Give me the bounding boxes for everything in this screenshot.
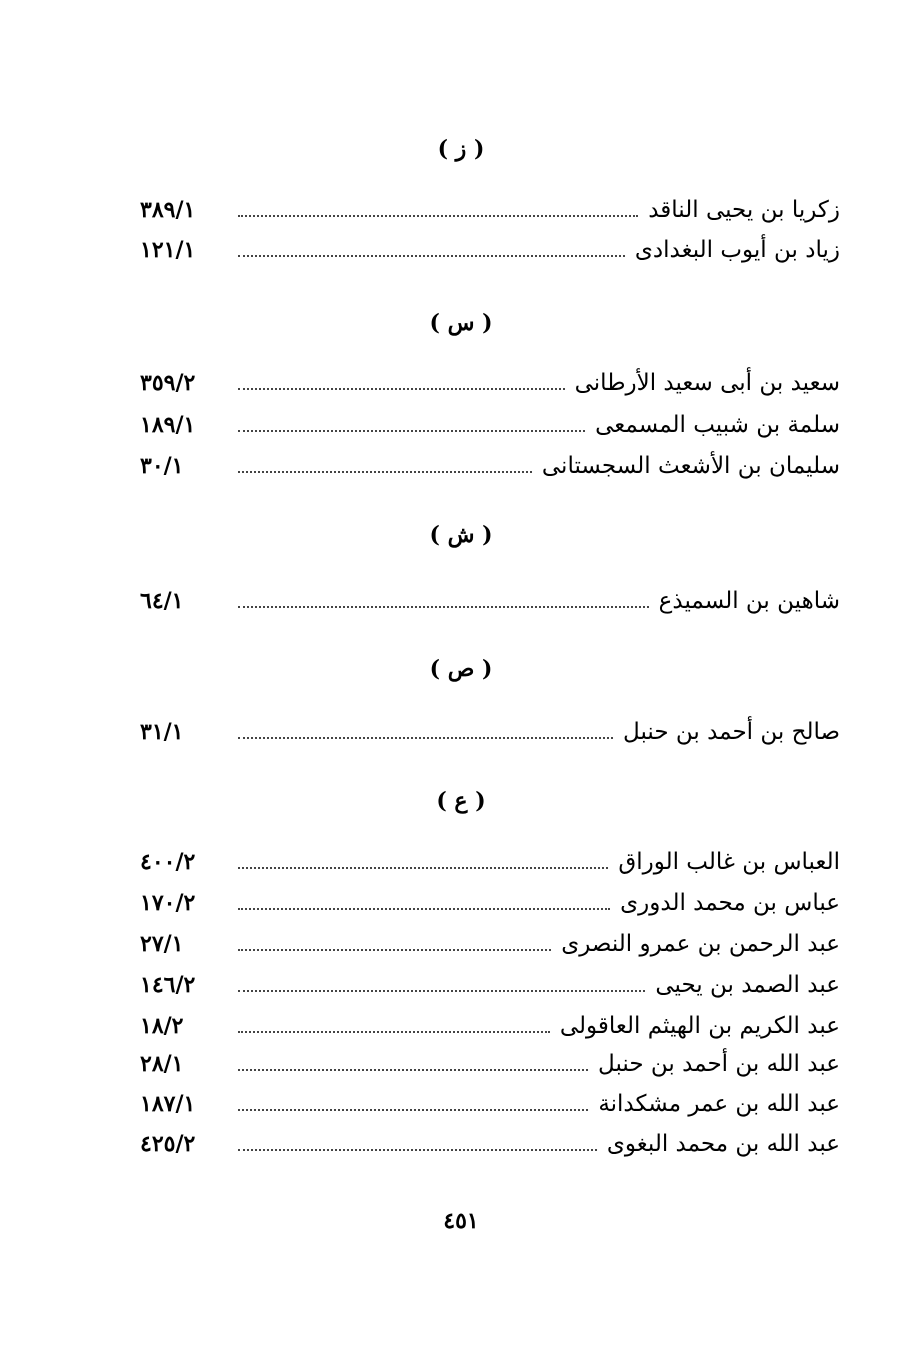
entry-reference: ٣٠/١	[140, 453, 184, 479]
entry-reference: ١٢١/١	[140, 237, 196, 263]
index-entry	[140, 366, 840, 400]
entry-name: عبد الله بن عمر مشكدانة	[598, 1091, 840, 1117]
entry-reference: ٣٨٩/١	[140, 197, 196, 223]
entry-name: سلمة بن شبيب المسمعى	[595, 412, 840, 438]
index-entry	[140, 233, 840, 267]
entry-name: عبد الرحمن بن عمرو النصرى	[561, 931, 840, 957]
leader-dots	[238, 388, 565, 390]
index-entry	[140, 449, 840, 483]
entry-name: عبد الصمد بن يحيى	[655, 972, 840, 998]
leader-dots	[238, 215, 638, 217]
leader-dots	[238, 430, 585, 432]
leader-dots	[238, 255, 625, 257]
index-entry	[140, 715, 840, 749]
entry-reference: ١٨٧/١	[140, 1091, 196, 1117]
leader-dots	[238, 1069, 588, 1071]
index-entry	[140, 1009, 840, 1043]
entry-name: عبد الله بن محمد البغوى	[606, 1131, 840, 1157]
index-entry	[140, 408, 840, 442]
entry-reference: ٤٢٥/٢	[140, 1131, 196, 1157]
entry-reference: ٣٥٩/٢	[140, 370, 196, 396]
leader-dots	[238, 949, 551, 951]
entry-name: شاهين بن السميذع	[658, 588, 840, 614]
index-entry	[140, 1047, 840, 1081]
entry-reference: ٤٠٠/٢	[140, 849, 196, 875]
leader-dots	[238, 1031, 550, 1033]
section-heading-zay: ( ز )	[437, 136, 485, 162]
entry-name: العباس بن غالب الوراق	[618, 849, 840, 875]
entry-name: زكريا بن يحيى الناقد	[648, 197, 840, 223]
entry-name: عبد الله بن أحمد بن حنبل	[598, 1051, 840, 1077]
page-number: ٤٥١	[443, 1208, 479, 1234]
entry-reference: ٦٤/١	[140, 588, 184, 614]
leader-dots	[238, 990, 645, 992]
entry-name: صالح بن أحمد بن حنبل	[623, 719, 840, 745]
entry-name: عبد الكريم بن الهيثم العاقولى	[559, 1013, 840, 1039]
leader-dots	[238, 737, 613, 739]
entry-reference: ٣١/١	[140, 719, 184, 745]
entry-name: زياد بن أيوب البغدادى	[634, 237, 840, 263]
entry-reference: ١٤٦/٢	[140, 972, 196, 998]
leader-dots	[238, 606, 649, 608]
index-entry	[140, 1127, 840, 1161]
entry-name: سليمان بن الأشعث السجستانى	[541, 453, 840, 479]
entry-reference: ١٨/٢	[140, 1013, 184, 1039]
entry-reference: ٢٨/١	[140, 1051, 184, 1077]
leader-dots	[238, 867, 608, 869]
index-entry	[140, 584, 840, 618]
leader-dots	[238, 1109, 588, 1111]
entry-name: عباس بن محمد الدورى	[620, 890, 840, 916]
index-entry	[140, 927, 840, 961]
index-entry	[140, 886, 840, 920]
index-entry	[140, 845, 840, 879]
section-heading-sheen: ( ش )	[429, 522, 493, 548]
index-entry	[140, 1087, 840, 1121]
index-entry	[140, 968, 840, 1002]
leader-dots	[238, 1149, 597, 1151]
entry-reference: ٢٧/١	[140, 931, 184, 957]
section-heading-ain: ( ع )	[436, 788, 486, 814]
section-heading-seen: ( س )	[429, 310, 493, 336]
entry-reference: ١٧٠/٢	[140, 890, 196, 916]
entry-name: سعيد بن أبى سعيد الأرطانى	[574, 370, 840, 396]
index-entry	[140, 193, 840, 227]
entry-reference: ١٨٩/١	[140, 412, 196, 438]
leader-dots	[238, 471, 532, 473]
leader-dots	[238, 908, 610, 910]
section-heading-sad: ( ص )	[429, 656, 493, 682]
